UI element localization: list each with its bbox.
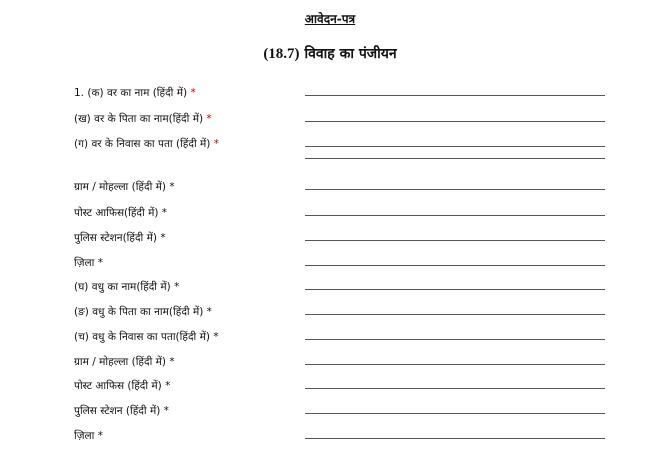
field-bride-name-label bbox=[74, 280, 179, 294]
field-groom-name-label bbox=[74, 86, 196, 100]
field-groom-post-office-input-line[interactable] bbox=[305, 215, 605, 216]
field-label-text: पुलिस स्टेशन (हिंदी में) bbox=[74, 405, 161, 417]
field-label-text: पोस्ट आफिस(हिंदी में) bbox=[74, 207, 159, 219]
field-label-text: ज़िला bbox=[74, 257, 95, 269]
required-marker: * bbox=[163, 405, 169, 417]
field-groom-name-input-line[interactable] bbox=[305, 95, 605, 96]
field-label-text: (घ) वधु का नाम(हिंदी में) bbox=[74, 281, 171, 293]
required-marker: * bbox=[97, 430, 103, 442]
field-bride-address-input-line[interactable] bbox=[305, 339, 605, 340]
required-marker: * bbox=[97, 257, 103, 269]
field-label-text: (च) वधु के निवास का पता(हिंदी में) bbox=[74, 331, 210, 343]
field-label-text: ग्राम / मोहल्ला (हिंदी में) bbox=[74, 181, 167, 193]
field-bride-district-input-line[interactable] bbox=[305, 438, 605, 439]
field-bride-post-office-input-line[interactable] bbox=[305, 388, 605, 389]
field-bride-village-input-line[interactable] bbox=[305, 364, 605, 365]
field-groom-father-name-label bbox=[74, 112, 212, 126]
form-section-number: (18.7) bbox=[263, 46, 300, 62]
required-marker: * bbox=[169, 356, 175, 368]
required-marker: * bbox=[169, 181, 175, 193]
field-groom-address-input-line-2[interactable] bbox=[305, 158, 605, 159]
field-label-text: पोस्ट आफिस (हिंदी में) bbox=[74, 380, 162, 392]
field-label-text: (ग) वर के निवास का पता (हिंदी में) bbox=[74, 138, 211, 150]
field-bride-district-label bbox=[74, 429, 103, 443]
field-bride-village-label bbox=[74, 355, 175, 369]
required-marker: * bbox=[165, 380, 171, 392]
field-label-text: ज़िला bbox=[74, 430, 95, 442]
field-groom-post-office-label bbox=[74, 206, 167, 220]
field-bride-name-input-line[interactable] bbox=[305, 289, 605, 290]
field-bride-police-station-label bbox=[74, 404, 169, 418]
form-section-title: विवाह का पंजीयन bbox=[304, 46, 397, 62]
field-label-text: पुलिस स्टेशन(हिंदी में) bbox=[74, 232, 157, 244]
required-marker: * bbox=[213, 138, 219, 150]
field-bride-police-station-input-line[interactable] bbox=[305, 413, 605, 414]
field-bride-post-office-label bbox=[74, 379, 170, 393]
required-marker: * bbox=[161, 207, 168, 219]
form-title bbox=[0, 44, 660, 63]
field-label-text: (ङ) वधु के पिता का नाम(हिंदी में) bbox=[74, 306, 204, 318]
required-marker: * bbox=[206, 113, 212, 125]
required-marker: * bbox=[206, 306, 212, 318]
field-bride-father-name-input-line[interactable] bbox=[305, 314, 605, 315]
required-marker: * bbox=[213, 331, 219, 343]
field-groom-address-input-line-1[interactable] bbox=[305, 146, 605, 147]
form-header bbox=[0, 10, 660, 27]
field-groom-police-station-input-line[interactable] bbox=[305, 240, 605, 241]
required-marker: * bbox=[160, 232, 166, 244]
required-marker: * bbox=[190, 87, 196, 99]
field-bride-father-name-label bbox=[74, 305, 212, 319]
field-bride-address-label bbox=[74, 330, 219, 344]
field-label-text: (ख) वर के पिता का नाम(हिंदी में) bbox=[74, 113, 204, 125]
field-groom-district-label bbox=[74, 256, 103, 270]
required-marker: * bbox=[174, 281, 180, 293]
field-groom-father-name-input-line[interactable] bbox=[305, 121, 605, 122]
field-label-text: 1. (क) वर का नाम (हिंदी में) bbox=[74, 87, 188, 99]
field-groom-village-label bbox=[74, 180, 175, 194]
field-groom-address-label bbox=[74, 137, 219, 151]
field-label-text: ग्राम / मोहल्ला (हिंदी में) bbox=[74, 356, 167, 368]
field-groom-village-input-line[interactable] bbox=[305, 189, 605, 190]
form-header-text: आवेदन-पत्र bbox=[304, 12, 356, 26]
field-groom-police-station-label bbox=[74, 231, 166, 245]
field-groom-district-input-line[interactable] bbox=[305, 265, 605, 266]
